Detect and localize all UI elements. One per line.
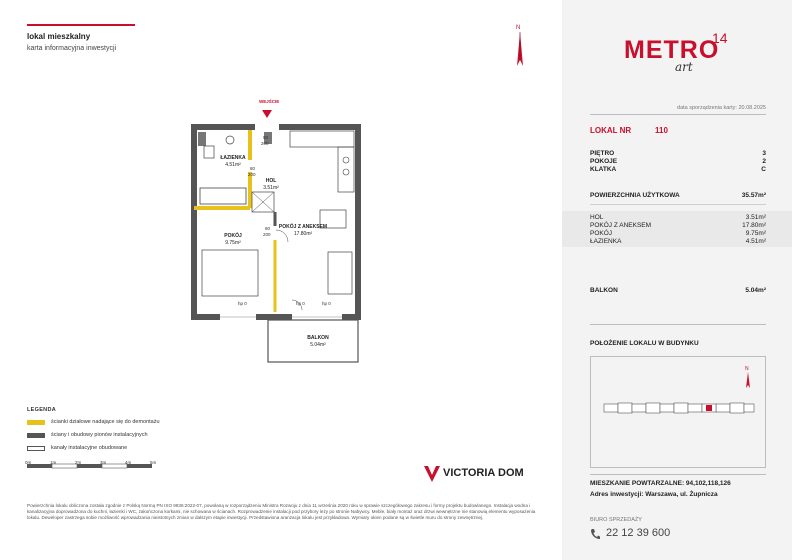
scale-tick: 1m	[50, 460, 57, 465]
address: Adres inwestycji: Warszawa, ul. Żupnicza	[590, 491, 718, 498]
floor-value: 3	[762, 150, 766, 157]
entrance-label: WEJŚCIE	[259, 99, 280, 104]
sales-phone[interactable]: 22 12 39 600	[606, 527, 671, 539]
lokal-label: LOKAL NR	[590, 126, 632, 135]
plan-room-living-label: POKÓJ Z ANEKSEM	[278, 224, 328, 230]
location-heading: POŁOŻENIE LOKALU W BUDYNKU	[590, 340, 699, 347]
area-value: 35.57m²	[741, 192, 766, 199]
scale-tick: 0m	[25, 460, 32, 465]
scale-tick: 4m	[125, 460, 132, 465]
room-area: 9.75m²	[745, 230, 766, 237]
sales-label: BIURO SPRZEDAŻY	[590, 517, 642, 523]
brand-logo-text: METRO	[624, 36, 720, 64]
page-title: lokal mieszkalny	[27, 32, 91, 41]
brand-logo-number: 14	[712, 30, 728, 46]
plan-room-bedroom-label: POKÓJ	[224, 233, 242, 239]
door-label: 90	[263, 135, 269, 140]
plan-room-bathroom-area: 4.51m²	[225, 162, 241, 168]
legend-item-duct: kanały instalacyjne obudowane	[51, 445, 128, 451]
north-arrow-icon	[510, 20, 530, 70]
lokal-value: 110	[655, 126, 668, 135]
area-label: POWIERZCHNIA UŻYTKOWA	[590, 192, 680, 199]
balcony-label: BALKON	[590, 287, 618, 294]
room-area: 4.51m²	[745, 238, 766, 245]
page-subtitle: karta informacyjna inwestycji	[27, 45, 117, 52]
plan-room-hall-area: 3.51m²	[263, 185, 279, 191]
hp-label: hp 0	[322, 301, 331, 306]
svg-text:N: N	[516, 25, 521, 31]
plan-room-hall-label: HOL	[265, 178, 277, 184]
brand-logo-script: art	[675, 60, 693, 74]
legend-swatch-shaft	[27, 433, 45, 438]
divider	[590, 204, 766, 205]
date-note: data sporządzenia karty: 20.08.2025	[677, 105, 766, 111]
balcony-value: 5.04m²	[745, 287, 766, 294]
room-name: ŁAZIENKA	[590, 238, 622, 245]
door-label: 200	[261, 141, 269, 146]
developer-logo-icon	[423, 464, 441, 484]
floor-label: PIĘTRO	[590, 150, 615, 157]
room-name: POKÓJ Z ANEKSEM	[590, 222, 652, 229]
door-label: 80	[250, 166, 256, 171]
room-area: 3.51m²	[745, 214, 766, 221]
divider	[590, 114, 766, 115]
room-name: POKÓJ	[590, 230, 613, 237]
stair-value: C	[761, 166, 766, 173]
plan-room-balcony-label: BALKON	[307, 335, 329, 341]
rooms-label: POKOJE	[590, 158, 618, 165]
plan-room-balcony-area: 5.04m²	[310, 342, 326, 348]
divider	[590, 324, 766, 325]
plan-room-bedroom-area: 9.75m²	[225, 240, 241, 246]
plan-room-bathroom-label: ŁAZIENKA	[220, 155, 246, 161]
door-label: 80	[265, 226, 271, 231]
right-panel	[562, 0, 792, 560]
header-accent-bar	[27, 24, 135, 26]
room-name: HOL	[590, 214, 604, 221]
svg-text:N: N	[745, 366, 749, 372]
repeat-note: MIESZKANIE POWTARZALNE: 94,102,118,126	[590, 480, 731, 487]
divider	[590, 474, 766, 475]
developer-name: VICTORIA DOM	[443, 467, 524, 479]
hp-label: hp 0	[238, 301, 247, 306]
phone-icon	[590, 528, 600, 540]
scale-tick: 5m	[150, 460, 157, 465]
disclaimer: Powierzchnia lokalu obliczona została zgodnie z Polską Normą PN ISO 9836:2022-07, powołaną w rozporządzeniu Ministra Rozwoju z dnia 11 września 2020 roku w sprawie szczegółowego zakresu i formy projektu budowlanego. Instalacja wodna i kanalizacyjna doprowadzona do kuchni, łazienki i WC, zakończona korkami, nie schowana w ścianach. Rozprowadzenie instalacji pod przybory leży po stronie Nabywcy. Meble, biały montaż oraz drzwi wewnętrzne nie stanowią elementu wyposażenia lokalu. Deweloper zastrzega sobie możliwość wprowadzania nieistotnych zmian w dalszym etapie inwestycji. Przedstawiona aranżacja lokalu jest przykładowa. Wymiary okien podane są w świetle muru do strony zewnętrznej.	[27, 503, 536, 521]
door-label: 200	[263, 232, 271, 237]
scale-tick: 2m	[75, 460, 82, 465]
legend-item-partition: ścianki działowe nadające się do demontażu	[51, 419, 160, 425]
stair-label: KLATKA	[590, 166, 617, 173]
rooms-value: 2	[762, 158, 766, 165]
legend-swatch-partition	[27, 420, 45, 425]
room-area: 17.80m²	[742, 222, 766, 229]
door-label: 200	[248, 172, 256, 177]
legend-item-shaft: ściany i obudowy pionów instalacyjnych	[51, 432, 148, 438]
legend-title: LEGENDA	[27, 407, 56, 413]
hp-label: hp 0	[296, 301, 305, 306]
scale-tick: 3m	[100, 460, 107, 465]
legend-swatch-duct	[27, 446, 45, 451]
building-location-map	[590, 356, 766, 468]
plan-room-living-area: 17.80m²	[293, 231, 313, 237]
